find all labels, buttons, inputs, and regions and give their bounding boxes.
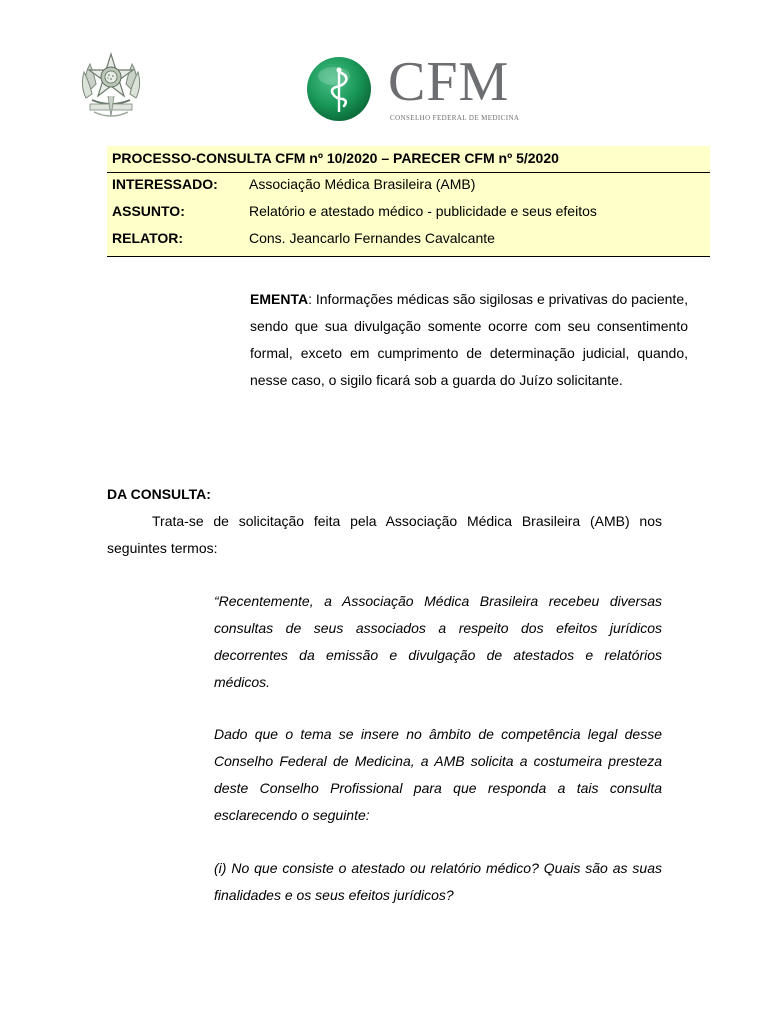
cfm-logo-letters: CFM — [388, 51, 510, 113]
process-info-box — [107, 146, 710, 257]
ementa-paragraph — [250, 286, 688, 394]
info-value: Associação Médica Brasileira (AMB) — [249, 176, 476, 192]
info-key: ASSUNTO: — [112, 203, 185, 219]
info-row-relator — [112, 229, 710, 249]
info-divider — [107, 172, 710, 173]
info-key: RELATOR: — [112, 230, 184, 246]
section-heading-consulta: DA CONSULTA: — [107, 486, 211, 502]
cfm-logo — [306, 51, 522, 126]
caduceus-icon — [306, 56, 372, 122]
quote-paragraph: (i) No que consiste o atestado ou relatório médico? Quais são as suas finalidades e os seus efeitos jurídicos? — [214, 860, 662, 903]
info-value: Cons. Jeancarlo Fernandes Cavalcante — [249, 230, 495, 246]
quote-paragraph: “Recentemente, a Associação Médica Brasileira recebeu diversas consultas de seus associados a respeito dos efeitos jurídicos decorrentes da emissão e divulgação de atestados e relatórios médicos. — [214, 593, 662, 690]
brazil-coat-of-arms-icon — [78, 50, 144, 124]
cfm-logo-subtitle: CONSELHO FEDERAL DE MEDICINA — [390, 114, 520, 122]
ementa-label: EMENTA — [250, 291, 309, 307]
info-row-assunto — [112, 202, 710, 222]
info-value: Relatório e atestado médico - publicidade e seus efeitos — [249, 203, 597, 219]
process-title: PROCESSO-CONSULTA CFM nº 10/2020 – PARECER CFM nº 5/2020 — [112, 150, 559, 166]
info-key: INTERESSADO: — [112, 176, 218, 192]
consulta-intro-paragraph: Trata-se de solicitação feita pela Associação Médica Brasileira (AMB) nos seguintes termos: — [107, 513, 662, 556]
quote-paragraph: Dado que o tema se insere no âmbito de competência legal desse Conselho Federal de Medicina, a AMB solicita a costumeira presteza deste Conselho Profissional para que responda a tais consulta esclarecendo o seguinte: — [214, 726, 662, 823]
info-row-interessado — [112, 175, 710, 195]
ementa-text: : Informações médicas são sigilosas e privativas do paciente, sendo que sua divulgação somente ocorre com seu consentimento formal, exceto em cumprimento de determinação judicial, quando, nesse caso, o sigilo ficará sob a guarda do Juízo solicitante. — [250, 291, 688, 388]
